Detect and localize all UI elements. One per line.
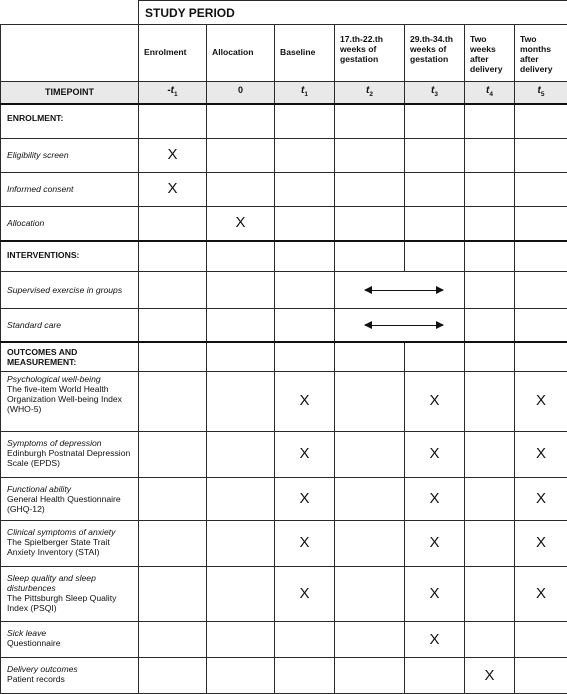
table-row: [1, 371, 567, 431]
mark-x: X: [515, 478, 567, 521]
section-enrolment: ENROLMENT:: [1, 104, 139, 138]
table-row: [1, 272, 567, 308]
row-label: Eligibility screen: [1, 138, 139, 172]
row-label: Clinical symptoms of anxiety The Spielberger State Trait Anxiety Inventory (STAI): [1, 520, 139, 567]
row-label: Allocation: [1, 206, 139, 240]
row-label: Psychological well-being The five-item World Health Organization Well-being Index (WHO-5): [1, 371, 139, 431]
timepoint-0: 0: [207, 82, 275, 104]
study-period-title: STUDY PERIOD: [139, 1, 567, 25]
row-label: Functional ability General Health Questionnaire (GHQ-12): [1, 478, 139, 521]
row-label: Standard care: [1, 308, 139, 341]
mark-x: X: [515, 567, 567, 622]
corner-cell: [1, 1, 139, 25]
mark-x: X: [515, 371, 567, 431]
mark-x: X: [405, 431, 465, 478]
table-row: [1, 173, 567, 206]
mark-x: X: [405, 478, 465, 521]
mark-x: X: [207, 206, 275, 240]
mark-x: X: [405, 621, 465, 657]
period-two-months-after: Two months after delivery: [515, 25, 567, 82]
mark-x: X: [515, 520, 567, 567]
period-17-22-weeks: 17.th-22.th weeks of gestation: [335, 25, 405, 82]
row-label: Sleep quality and sleep disturbences The Pittsburgh Sleep Quality Index (PSQI): [1, 567, 139, 622]
timepoint-t1: $t_1$: [275, 82, 335, 104]
table-row: [1, 431, 567, 478]
row-label: Supervised exercise in groups: [1, 272, 139, 308]
blank-header-cell: [1, 25, 139, 82]
duration-arrow: [335, 308, 465, 341]
table-row: [1, 138, 567, 172]
timepoint-t4: $t_4$: [465, 82, 515, 104]
mark-x: X: [405, 371, 465, 431]
mark-x: X: [275, 478, 335, 521]
row-label: Sick leave Questionnaire: [1, 621, 139, 657]
timepoint-t2: $t_2$: [335, 82, 405, 104]
row-label: Informed consent: [1, 173, 139, 206]
period-allocation: Allocation: [207, 25, 275, 82]
period-29-34-weeks: 29.th-34.th weeks of gestation: [405, 25, 465, 82]
period-two-weeks-after: Two weeks after delivery: [465, 25, 515, 82]
table-row: [1, 567, 567, 622]
table-row: [1, 478, 567, 521]
section-outcomes: OUTCOMES AND MEASUREMENT:: [1, 342, 139, 371]
timepoint-t5: $t_5$: [515, 82, 567, 104]
mark-x: X: [275, 431, 335, 478]
table-row: [1, 520, 567, 567]
mark-x: X: [405, 520, 465, 567]
timepoint-label: TIMEPOINT: [1, 82, 139, 104]
mark-x: X: [275, 520, 335, 567]
duration-arrow: [335, 272, 465, 308]
mark-x: X: [275, 371, 335, 431]
table-row: [1, 308, 567, 341]
table-row: [1, 621, 567, 657]
row-label: Symptoms of depression Edinburgh Postnatal Depression Scale (EPDS): [1, 431, 139, 478]
mark-x: X: [275, 567, 335, 622]
row-label: Delivery outcomes Patient records: [1, 658, 139, 694]
period-enrolment: Enrolment: [139, 25, 207, 82]
mark-x: X: [515, 431, 567, 478]
period-baseline: Baseline: [275, 25, 335, 82]
table-row: [1, 206, 567, 240]
timepoint-t-minus-1: $-t_1$: [139, 82, 207, 104]
mark-x: X: [465, 658, 515, 694]
timepoint-t3: $t_3$: [405, 82, 465, 104]
mark-x: X: [139, 138, 207, 172]
mark-x: X: [405, 567, 465, 622]
mark-x: X: [139, 173, 207, 206]
section-interventions: INTERVENTIONS:: [1, 241, 139, 272]
table-row: [1, 658, 567, 694]
